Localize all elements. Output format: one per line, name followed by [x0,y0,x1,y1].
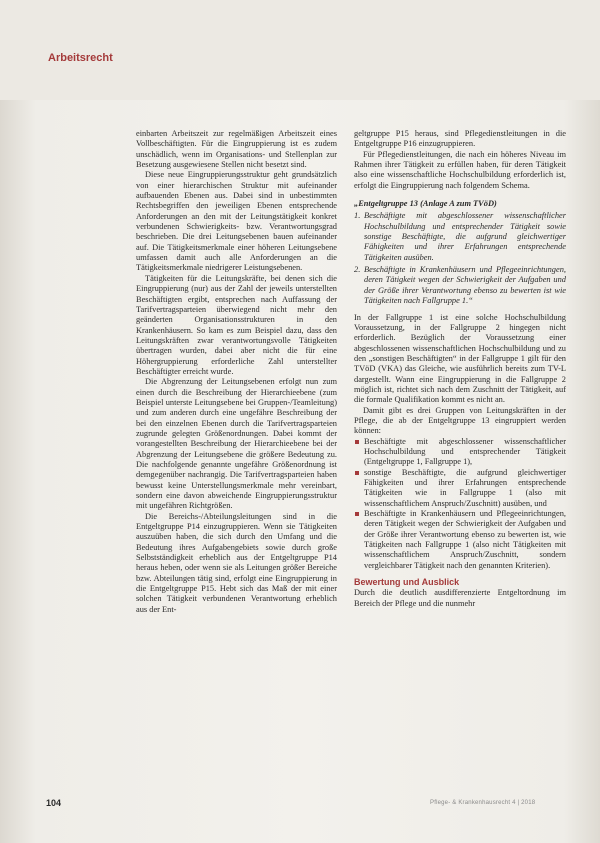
quote-item [354,265,566,306]
quote-item-text: Beschäftigte in Krankenhäusern und Pflegeeinrichtungen, deren Tätigkeit wegen der Schwierigkeit der Aufgaben und der Größe ihrer Verantwortung ebenso zu bewerten ist wie Tätigkeiten nach Fallgruppe 1.“ [364,265,566,306]
left-paragraph-3: Tätigkeiten für die Leitungskräfte, bei denen sich die Eingruppierung (nur) aus der Zahl der jeweils unterstellten Beschäftigten ergibt, entsprechen nach Auffassung der Tarifvertragsparteien überwiegend nicht mehr den geänderten Organisationsstrukturen in den Krankenhäusern. So kam es zum Beispiel dazu, dass den Leitungskräften zwar verantwortungsvolle Tätigkeiten übertragen wurden, dabei aber nicht die für eine Höhergruppierung erforderliche Zahl unterstellter Beschäftigter erreicht wurde. [136,273,337,376]
right-paragraph-1: geltgruppe P15 heraus, sind Pflegedienstleitungen in die Entgeltgruppe P16 einzugruppieren. [354,129,566,149]
subheading: Bewertung und Ausblick [354,577,460,588]
closing-paragraph: Durch die deutlich ausdifferenzierte Entgeltordnung im Bereich der Pflege und die nunmehr [354,588,566,608]
page-number: 104 [46,798,62,808]
bullet-list [354,437,566,571]
bullet-item [364,437,566,468]
left-paragraph-4: Die Abgrenzung der Leitungsebenen erfolgt nun zum einen durch die Beschreibung der Hierarchieebene (zum Beispiel unterste Leitungsebene bei Gruppen-/Teamleitung) und zum anderen durch eine ungefähre Beschreibung der bei den einzelnen Ebenen durch die Tarifvertragsparteien zugrunde gelegten Größenordnungen. Dabei kommt der vorangestellten Beschreibung der Hierarchieebene bei der Abgrenzung der Leitungsebene die größere Bedeutung zu. Die nachfolgende genannte ungefähre Größenordnung ist demgegenüber nachrangig. Die Tarifvertragsparteien haben bewusst keine Unterstellungsmerkmale mehr vereinbart, sondern eine davon abweichende Eingruppierungsstruktur mit ungefähren Richtgrößen. [136,377,337,511]
right-paragraph-4: Damit gibt es drei Gruppen von Leitungskräften in der Pflege, die ab der Entgeltgruppe 13 eingruppiert werden können: [354,405,566,436]
bullet-text: Beschäftigte mit abgeschlossener wissenschaftlicher Hochschulbildung und entsprechender Tätigkeit (Entgeltgruppe 1, Fallgruppe 1), [364,436,566,467]
journal-footer: Pflege- & Krankenhausrecht 4 | 2018 [430,800,536,806]
quote-item-number: 2. [354,265,361,275]
bullet-text: Beschäftigte in Krankenhäusern und Pflegeeinrichtungen, deren Tätigkeit wegen der Schwierigkeit der Aufgaben und der Größe ihrer Verantwortung ebenso zu bewerten ist, wie Tätigkeiten nach Fallgruppe 1 (also nicht Tätigkeiten mit wissenschaftlichem Anspruch/Zuschnitt, sondern vergleichbarer Tätigkeit nach den genannten Kriterien). [364,509,566,570]
bullet-square-icon [355,471,359,475]
header-bar [0,0,600,100]
right-paragraph-3: In der Fallgruppe 1 ist eine solche Hochschulbildung Voraussetzung, in der Fallgruppe 2 hingegen nicht erforderlich. Bezüglich der Voraussetzung einer abgeschlossenen wissenschaftlichen Hochschulbildung und zu den „sonstigen Beschäftigten“ in der Fallgruppe 1 gilt für den TVöD (VKA) das Gleiche, wie ausführlich bereits zum TV-L dargestellt. Wann eine Eingruppierung in die Fallgruppe 2 möglich ist, richtet sich nach dem Zuschnitt der Tätigkeit, auf die formale Qualifikation kommt es nicht an. [354,312,566,405]
quote-item [354,211,566,263]
left-column [136,129,337,615]
bullet-item [364,468,566,509]
right-column [354,129,566,609]
left-paragraph-2: Diese neue Eingruppierungsstruktur geht grundsätzlich von einer hierarchischen Struktur mit aufeinander aufbauenden Ebenen aus. Dabei sind in unbestimmten Rechtsbegriffen den jeweiligen Ebenen entsprechende Anforderungen an den mit der Leitungstätigkeit konkret verbundenen Schwierigkeits- bzw. Verantwortungsgrad beschrieben. Die drei Leitungsebenen bauen aufeinander auf. Die Tätigkeitsmerkmale einer höheren Leitungsebene umfassen damit auch alle Anforderungen an die Tätigkeitsmerkmale niedrigerer Leistungsebenen. [136,170,337,273]
quote-item-text: Beschäftigte mit abgeschlossener wissenschaftlicher Hochschulbildung und entsprechender Tätigkeit sowie sonstige Beschäftigte, die aufgrund gleichwertiger Fähigkeiten und ihrer Erfahrungen entsprechende Tätigkeiten ausüben. [364,211,566,262]
quote-heading: „Entgeltgruppe 13 (Anlage A zum TVöD) [354,199,497,209]
section-title: Arbeitsrecht [48,52,113,64]
left-paragraph-5: Die Bereichs-/Abteilungsleitungen sind in die Entgeltgruppe P14 einzugruppieren. Wenn sie Tätigkeiten auszuüben haben, die sich durch den Umfang und die Bedeutung ihres Aufgabengebiets sowie durch große Selbstständigkeit erheblich aus der Entgeltgruppe P14 heraus heben, oder wenn sie als Leitungen größer Bereiche bzw. Abteilungen tätig sind, erfolgt eine Eingruppierung in die Entgeltgruppe P15. Hebt sich das Maß der mit einer solchen Tätigkeit verbundenen Verantwortung erheblich aus der Ent- [136,511,337,614]
bullet-item [364,509,566,571]
quote-item-number: 1. [354,211,361,221]
right-paragraph-2: Für Pflegedienstleitungen, die nach ein höheres Niveau im Rahmen ihrer Tätigkeit zu erfüllen haben, für deren Tätigkeit also eine wissenschaftliche Hochschulbildung erforderlich ist, erfolgt die Eingruppierung nach folgendem Schema. [354,149,566,190]
bullet-text: sonstige Beschäftigte, die aufgrund gleichwertiger Fähigkeiten und ihrer Erfahrungen entsprechende Tätigkeiten wie in Fallgruppe 1 (also mit wissenschaftlichem Anspruch/Zuschnitt) ausüben, und [364,467,566,508]
quote-list [354,211,566,306]
bullet-square-icon [355,512,359,516]
left-paragraph-1: einbarten Arbeitszeit zur regelmäßigen Arbeitszeit eines Vollbeschäftigten. Für die Eingruppierung ist es zudem unschädlich, wenn im Organisations- und Stellenplan zur Besetzung ausgewiesene Stellen nicht besetzt sind. [136,129,337,170]
bullet-square-icon [355,440,359,444]
